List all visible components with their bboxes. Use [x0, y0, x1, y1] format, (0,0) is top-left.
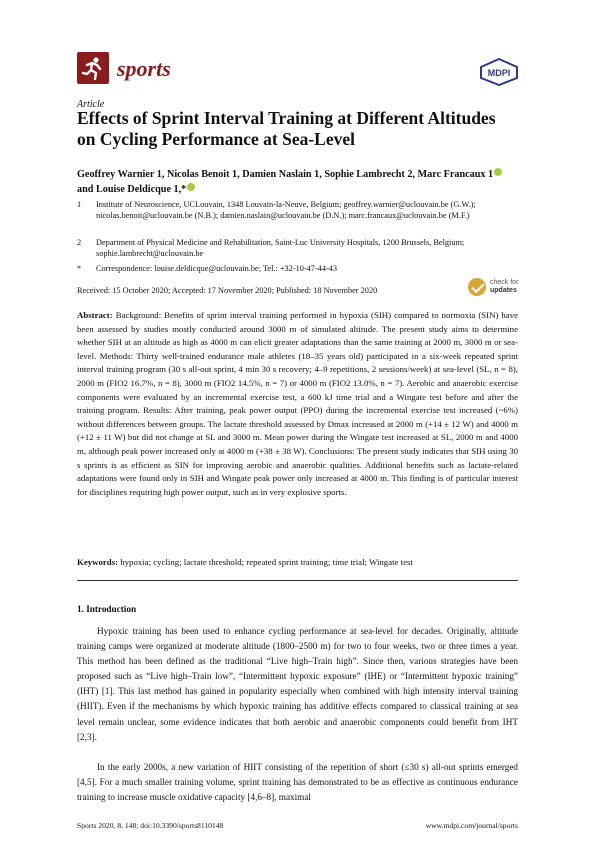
- abstract-label: Abstract:: [77, 310, 113, 320]
- section-heading: 1. Introduction: [77, 604, 137, 614]
- keywords: [77, 556, 518, 570]
- author-line-1: Geoffrey Warnier 1, Nicolas Benoit 1, Damien Naslain 1, Sophie Lambrecht 2, Marc Francaux 1: [77, 167, 517, 182]
- citation-footer: Sports 2020, 8, 148; doi:10.3390/sports8110148: [77, 821, 224, 830]
- body-paragraph: In the early 2000s, a new variation of HIIT consisting of the repetition of short (≤30 s) all-out sprints emerged [4,5]. For a much smaller training volume, sprint training has demonstrated to be as effective as continuous endurance training to increase muscle oxidative capacity [4,6–8], maximal: [77, 762, 518, 803]
- article-type: Article: [77, 99, 105, 110]
- check-icon: [468, 278, 486, 296]
- author-list: [77, 167, 517, 197]
- svg-text:MDPI: MDPI: [487, 68, 511, 78]
- publication-dates: Received: 15 October 2020; Accepted: 17 November 2020; Published: 18 November 2020: [77, 286, 378, 295]
- abstract-text: Background: Benefits of sprint interval training performed in hypoxia (SIH) compared to normoxia (SIN) have been assessed by studies mostly conducted around 3000 m of simulated altitude. The present study aims to determine whether SIH at an altitude as high as 4000 m can elicit greater adaptations than the same training at 2000 m, 3000 m or sea-level. Methods: Thirty well-trained endurance male athletes (18–35 years old) participated in a six-week repeated sprint interval training program (30 s all-out sprint, 4 min 30 s recovery; 4–9 repetitions, 2 sessions/week) at sea-level (SL, n = 8), 2000 m (FIO2 16.7%, n = 8), 3000 m (FIO2 14.5%, n = 7) or 4000 m (FIO2 13.0%, n = 7). Aerobic and anaerobic exercise components were evaluated by an incremental exercise test, a 600 kJ time trial and a Wingate test before and after the training program. Results: After training, peak power output (PPO) during the incremental exercise test increased (~6%) without differences between groups. The lactate threshold assessed by Dmax increased at 2000 m (+14 ± 12 W) and 4000 m (+12 ± 11 W) but did not change at SL and 3000 m. Mean power during the Wingate test increased at SL, 2000 m and 4000 m, although peak power increased only at 4000 m (+38 ± 38 W). Conclusions: The present study indicates that SIH using 30 s sprints is as efficient as SIN for improving aerobic and anaerobic qualities. Additional benefits such as lactate-related adaptations were found only in SIH and Wingate peak power only increased at 4000 m. This finding is of particular interest for disciplines requiring high power output, such as in very explosive sports.: [77, 310, 519, 497]
- body-paragraph: Hypoxic training has been used to enhance cycling performance at sea-level for decades. Originally, altitude training camps were organized at moderate altitude (1800–2500 m) for two to four weeks, two or three times a year. This method has been defined as the traditional “Live high–Train high”. Since then, various strategies have been proposed such as “Live high–Train low”, “Intermittent hypoxic exposure” (IHE) or “Intermittent hypoxic training” (IHT) [1]. This last method has gained in popularity especially when combined with high intensity interval training (HIIT). Even if the mechanisms by which hypoxic training has additive effects compared to classical training at sea level remain unclear, some evidence indicates that both aerobic and anaerobic components could benefit from IHT [2,3].: [77, 626, 518, 742]
- check-for-updates-button[interactable]: check for updates: [468, 278, 526, 298]
- author-line-2: and Louise Deldicque 1,*: [77, 182, 517, 197]
- orcid-icon[interactable]: [494, 168, 502, 176]
- keywords-label: Keywords:: [77, 557, 119, 567]
- abstract: [77, 309, 518, 499]
- journal-header: [77, 52, 519, 86]
- keywords-text: hypoxia; cycling; lactate threshold; repeated sprint training; time trial; Wingate test: [120, 557, 413, 567]
- journal-url[interactable]: www.mdpi.com/journal/sports: [425, 821, 518, 830]
- divider: [77, 580, 518, 581]
- paper-title: Effects of Sprint Interval Training at Different Altitudes on Cycling Performance at Sea-Level: [77, 108, 496, 149]
- mdpi-logo: [479, 58, 519, 86]
- journal-name: sports: [117, 56, 171, 81]
- runner-icon: [77, 52, 109, 84]
- orcid-icon[interactable]: [187, 183, 195, 191]
